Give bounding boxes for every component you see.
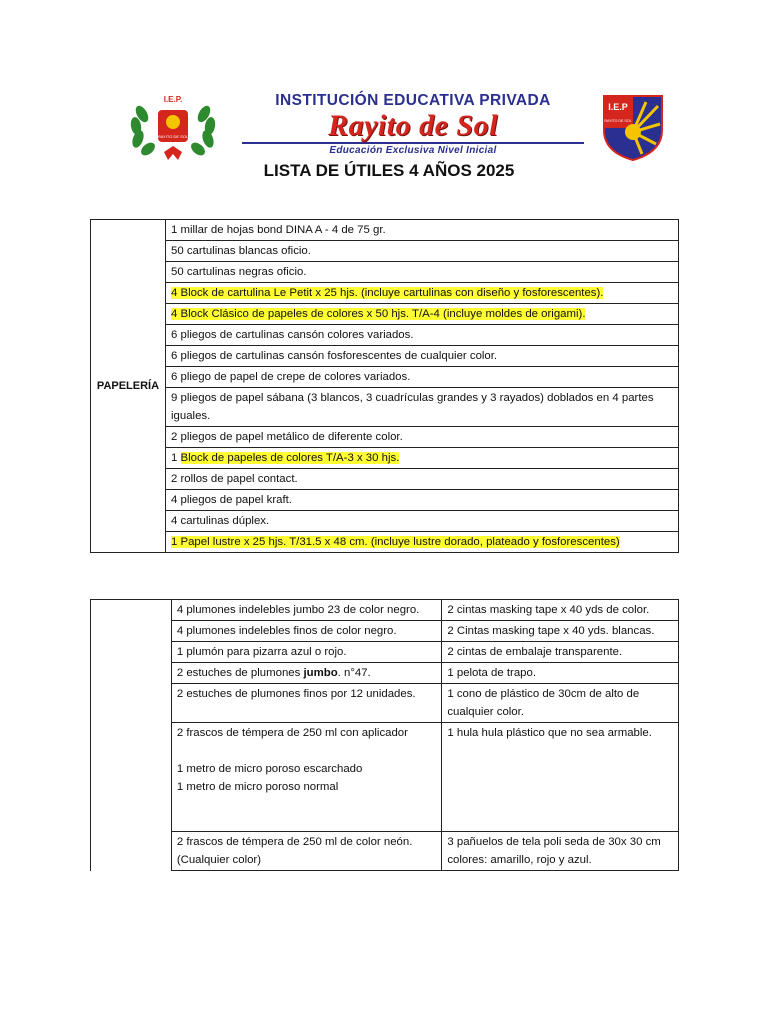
item-text: . n°47. (337, 667, 371, 679)
school-crest-logo (126, 90, 220, 162)
list-item: 2 rollos de papel contact. (166, 469, 679, 490)
right-logo-top-text: I.E.P (608, 102, 628, 112)
table-row (91, 490, 679, 511)
table-row (91, 642, 679, 663)
list-item (171, 723, 442, 832)
list-item: 50 cartulinas negras oficio. (166, 262, 679, 283)
item-quantity: 1 (171, 452, 181, 464)
table-row (91, 262, 679, 283)
table-row (91, 600, 679, 621)
school-name-block (232, 92, 594, 158)
table-row (91, 684, 679, 723)
table-row (91, 283, 679, 304)
table-row (91, 663, 679, 684)
list-item: 1 plumón para pizarra azul o rojo. (171, 642, 442, 663)
school-tagline: Educación Exclusiva Nivel Inicial (329, 145, 497, 156)
table-row (91, 511, 679, 532)
table-row (91, 532, 679, 553)
list-item (171, 663, 442, 684)
list-item: 1 pelota de trapo. (442, 663, 679, 684)
list-item: 2 pliegos de papel metálico de diferente color. (166, 427, 679, 448)
list-item: 2 estuches de plumones finos por 12 unidades. (171, 684, 442, 723)
table-row (91, 427, 679, 448)
table-row (91, 832, 679, 871)
list-item (166, 283, 679, 304)
category-cell-papeleria: PAPELERÍA (91, 220, 166, 553)
list-item: 50 cartulinas blancas oficio. (166, 241, 679, 262)
item-text: 1 metro de micro poroso escarchado (176, 763, 363, 775)
table-row (91, 346, 679, 367)
list-item: 2 cintas masking tape x 40 yds de color. (442, 600, 679, 621)
item-text: 2 estuches de plumones (176, 667, 304, 679)
table-row (91, 220, 679, 241)
school-shield-logo (598, 92, 668, 162)
document-header (0, 84, 768, 164)
list-item (166, 448, 679, 469)
item-bold-text: jumbo (303, 667, 338, 679)
list-item: 4 plumones indelebles jumbo 23 de color negro. (171, 600, 442, 621)
highlighted-text: Block de papeles de colores T/A-3 x 30 hjs. (180, 452, 400, 464)
school-name: Rayito de Sol (328, 109, 498, 142)
list-item: 1 hula hula plástico que no sea armable. (442, 723, 679, 832)
highlighted-text: 4 Block de cartulina Le Petit x 25 hjs. (incluye cartulinas con diseño y fosforescentes). (171, 287, 604, 299)
list-item: 3 pañuelos de tela poli seda de 30x 30 cm colores: amarillo, rojo y azul. (442, 832, 679, 871)
list-item: 1 cono de plástico de 30cm de alto de cualquier color. (442, 684, 679, 723)
school-type-label: INSTITUCIÓN EDUCATIVA PRIVADA (275, 92, 551, 109)
page-title: LISTA DE ÚTILES 4 AÑOS 2025 (263, 161, 515, 180)
left-logo-bottom-text: RAYITO DE SOL (157, 134, 189, 139)
table-row (91, 723, 679, 832)
papeleria-table (90, 219, 679, 553)
table-row (91, 621, 679, 642)
category-cell-empty (91, 600, 172, 871)
highlighted-text: 1 Papel lustre x 25 hjs. T/31.5 x 48 cm. (incluye lustre dorado, plateado y fosforescentes) (171, 536, 620, 548)
left-logo-top-text: I.E.P. (163, 95, 183, 104)
materiales-table (90, 599, 679, 871)
list-item: 1 millar de hojas bond DINA A - 4 de 75 gr. (166, 220, 679, 241)
item-text: 2 frascos de témpera de 250 ml con aplicador (176, 727, 408, 739)
table-row (91, 388, 679, 427)
list-item: 6 pliego de papel de crepe de colores variados. (166, 367, 679, 388)
table-row (91, 367, 679, 388)
list-item (166, 532, 679, 553)
item-text: 1 metro de micro poroso normal (176, 781, 339, 793)
list-item: 4 cartulinas dúplex. (166, 511, 679, 532)
list-item: 4 pliegos de papel kraft. (166, 490, 679, 511)
list-item: 4 plumones indelebles finos de color negro. (171, 621, 442, 642)
table-row (91, 469, 679, 490)
list-item: 9 pliegos de papel sábana (3 blancos, 3 cuadrículas grandes y 3 rayados) doblados en 4 partes iguales. (166, 388, 679, 427)
table-row (91, 241, 679, 262)
table-row (91, 448, 679, 469)
right-logo-ring-text: RAYITO DE SOL (604, 119, 632, 123)
list-item: 6 pliegos de cartulinas cansón fosforescentes de cualquier color. (166, 346, 679, 367)
highlighted-text: 4 Block Clásico de papeles de colores x 50 hjs. T/A-4 (incluye moldes de origami). (171, 308, 586, 320)
list-item: 6 pliegos de cartulinas cansón colores variados. (166, 325, 679, 346)
list-item: 2 Cintas masking tape x 40 yds. blancas. (442, 621, 679, 642)
list-item (166, 304, 679, 325)
table-row (91, 325, 679, 346)
list-item: 2 cintas de embalaje transparente. (442, 642, 679, 663)
table-row (91, 304, 679, 325)
blank-line (177, 742, 437, 760)
list-item: 2 frascos de témpera de 250 ml de color neón. (Cualquier color) (171, 832, 442, 871)
